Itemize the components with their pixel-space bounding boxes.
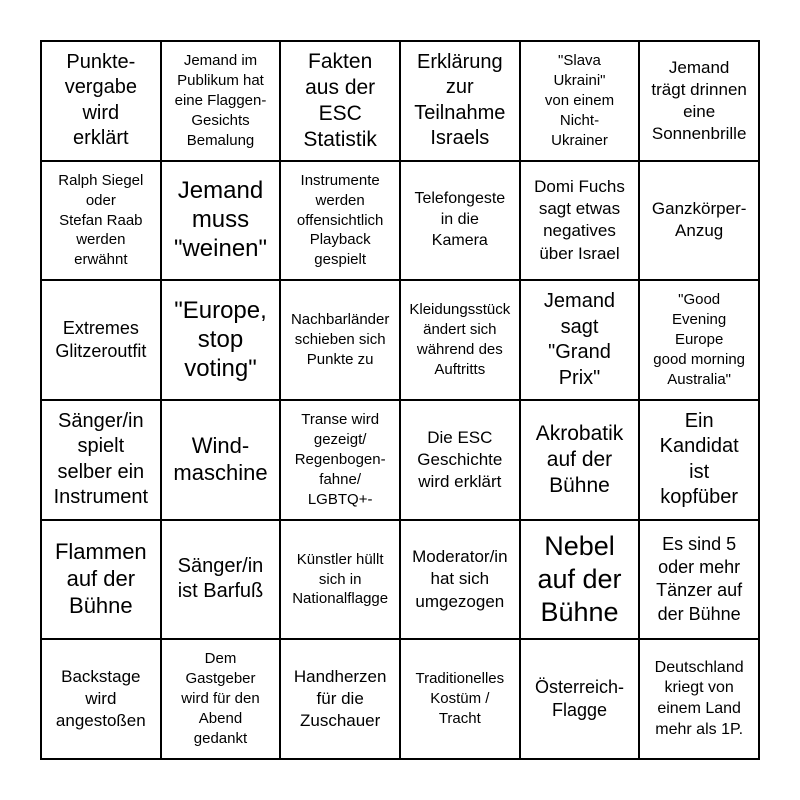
bingo-cell-text: "Slava Ukraini" von einem Nicht- Ukrainer [544,51,615,149]
bingo-cell[interactable] [400,41,520,161]
bingo-cell-text: Es sind 5 oder mehr Tänzer auf der Bühne [656,534,743,624]
bingo-cell-text: Sänger/in spielt selber ein Instrument [53,410,149,509]
bingo-cell[interactable] [161,400,281,520]
bingo-cell[interactable] [41,400,161,520]
bingo-cell-text: Deutschland kriegt von einem Land mehr als 1P. [654,658,744,738]
bingo-cell-text: Transe wird gezeigt/ Regenbogen- fahne/ LGBTQ+- [294,410,386,508]
bingo-cell-text: Domi Fuchs sagt etwas negatives über Israel [534,177,625,263]
bingo-cell-text: Dem Gastgeber wird für den Abend gedankt [181,650,260,748]
bingo-cell-text: Jemand trägt drinnen eine Sonnenbrille [651,57,747,143]
bingo-cell[interactable] [161,280,281,400]
bingo-cell[interactable] [639,639,759,759]
bingo-cell[interactable] [520,639,640,759]
bingo-cell[interactable] [400,520,520,640]
bingo-cell[interactable] [41,161,161,281]
bingo-cell[interactable] [400,280,520,400]
bingo-cell-text: Backstage wird angestoßen [55,667,146,731]
bingo-cell[interactable] [41,639,161,759]
bingo-cell-text: Wind- maschine [173,432,268,485]
bingo-cell-text: Flammen auf der Bühne [54,539,147,618]
bingo-cell-text: Moderator/in hat sich umgezogen [412,547,508,611]
bingo-cell-text: Künstler hüllt sich in Nationalflagge [292,550,389,608]
bingo-cell-text: Jemand sagt "Grand Prix" [543,290,616,389]
bingo-cell[interactable] [280,41,400,161]
bingo-cell[interactable] [639,400,759,520]
bingo-cell-text: Telefongeste in die Kamera [414,190,506,249]
bingo-cell[interactable] [280,161,400,281]
bingo-cell-text: Erklärung zur Teilnahme Israels [414,51,506,150]
bingo-cell[interactable] [161,41,281,161]
bingo-cell-text: Instrumente werden offensichtlich Playback gespielt [296,171,384,269]
bingo-cell-text: Jemand im Publikum hat eine Flaggen- Gesichts Bemalung [174,51,267,149]
bingo-cell[interactable] [400,639,520,759]
bingo-cell[interactable] [41,520,161,640]
bingo-cell[interactable] [280,520,400,640]
bingo-cell-text: Extremes Glitzeroutfit [55,318,147,362]
bingo-cell-text: Fakten aus der ESC Statistik [303,49,377,151]
bingo-cell-text: Ein Kandidat ist kopfüber [659,410,739,509]
bingo-board [40,40,760,760]
bingo-cell-text: Kleidungsstück ändert sich während des Auftritts [409,301,511,379]
bingo-cell-text: Ralph Siegel oder Stefan Raab werden erwähnt [58,171,144,269]
bingo-cell-text: Handherzen für die Zuschauer [293,667,387,731]
bingo-cell-text: Akrobatik auf der Bühne [535,421,624,497]
bingo-cell-text: Die ESC Geschichte wird erklärt [417,427,503,491]
bingo-cell-text: "Good Evening Europe good morning Australia" [653,291,746,389]
bingo-cell[interactable] [639,280,759,400]
bingo-cell[interactable] [639,161,759,281]
bingo-cell[interactable] [520,400,640,520]
bingo-cell[interactable] [639,41,759,161]
bingo-cell[interactable] [280,280,400,400]
bingo-cell-text: Ganzkörper- Anzug [651,199,747,241]
bingo-cell-text: "Europe, stop voting" [174,296,267,382]
bingo-cell[interactable] [639,520,759,640]
bingo-cell[interactable] [520,161,640,281]
bingo-cell-text: Nebel auf der Bühne [537,531,622,627]
bingo-cell[interactable] [41,280,161,400]
bingo-cell[interactable] [41,41,161,161]
bingo-cell-text: Nachbarländer schieben sich Punkte zu [290,311,390,369]
bingo-cell[interactable] [520,41,640,161]
bingo-cell[interactable] [280,639,400,759]
bingo-cell[interactable] [161,161,281,281]
bingo-cell-text: Traditionelles Kostüm / Tracht [415,670,505,728]
bingo-cell[interactable] [280,400,400,520]
bingo-cell[interactable] [400,161,520,281]
bingo-cell[interactable] [520,280,640,400]
bingo-cell-text: Österreich- Flagge [534,677,624,721]
bingo-cell[interactable] [161,639,281,759]
bingo-cell[interactable] [161,520,281,640]
bingo-cell-text: Sänger/in ist Barfuß [177,555,264,603]
bingo-cell[interactable] [520,520,640,640]
bingo-cell-text: Jemand muss "weinen" [173,177,268,262]
bingo-cell-text: Punkte- vergabe wird erklärt [64,51,137,150]
bingo-cell[interactable] [400,400,520,520]
